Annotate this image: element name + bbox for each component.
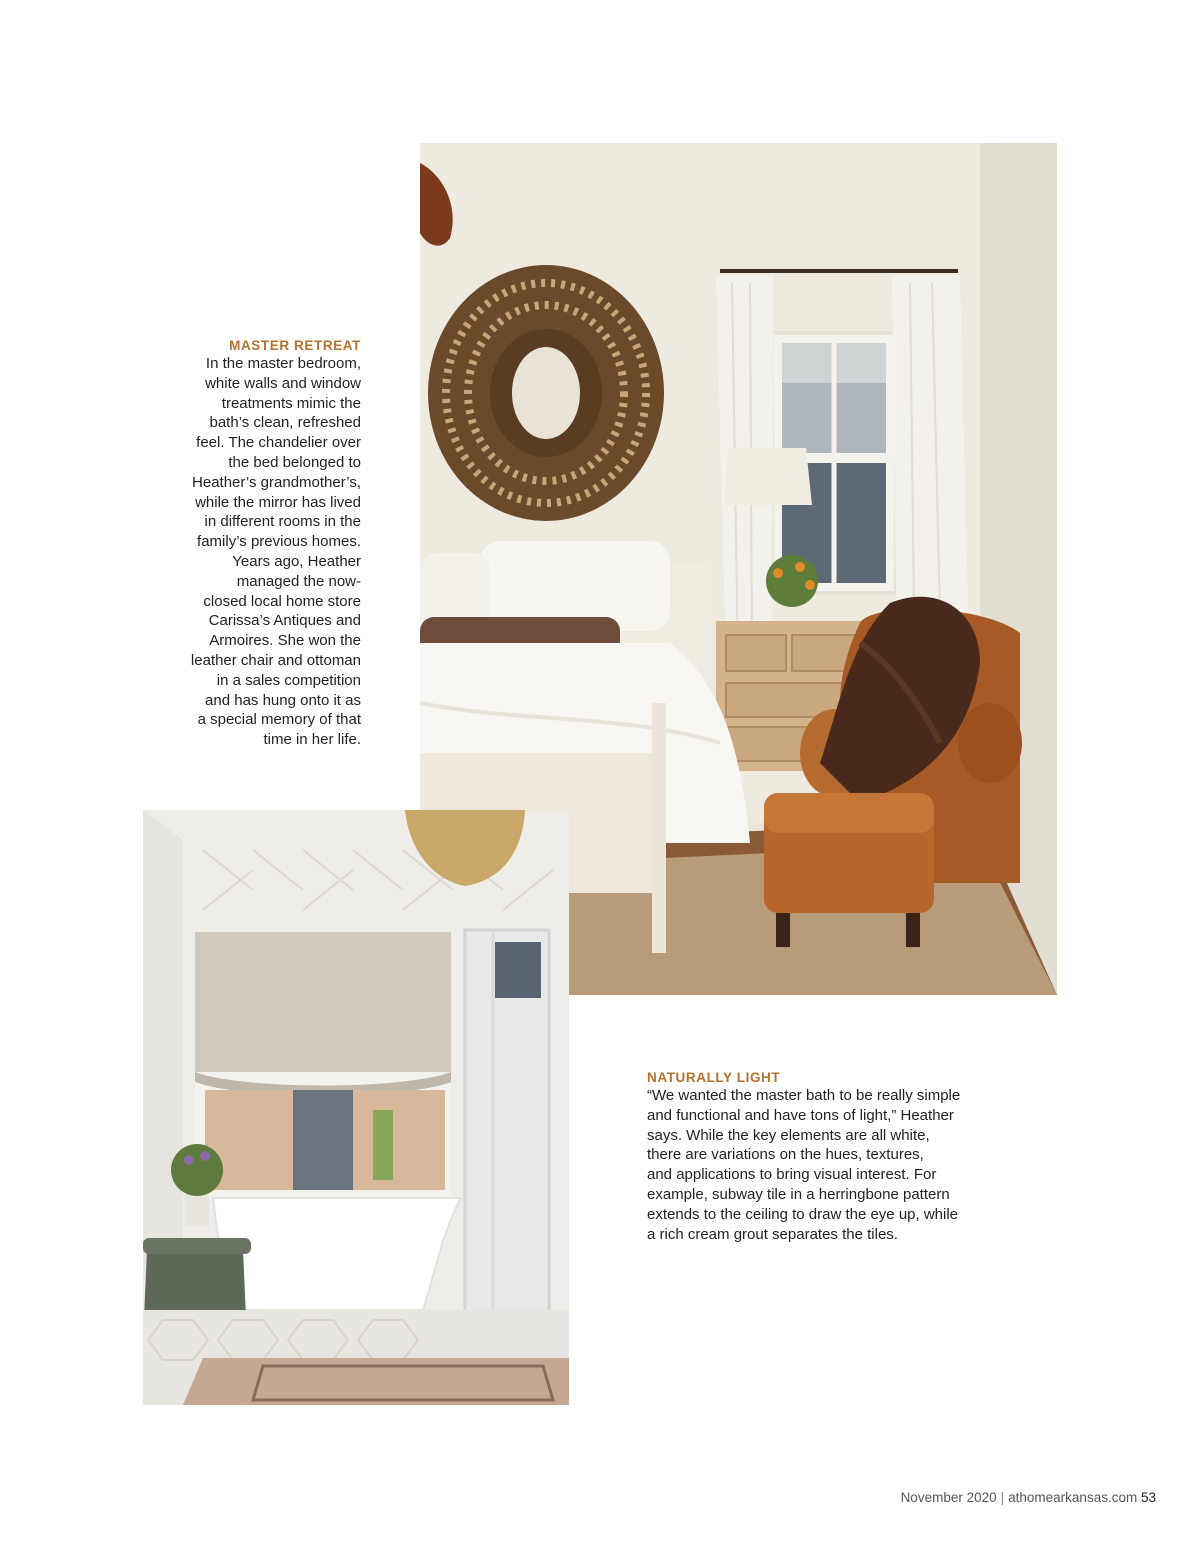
caption-line: and functional and have tons of light,” Heather xyxy=(647,1106,954,1124)
caption-line: “We wanted the master bath to be really simple xyxy=(647,1087,961,1104)
caption-line: feel. The chandelier over xyxy=(196,434,361,452)
caption-line: Carissa’s Antiques and xyxy=(208,612,361,630)
caption-line: in a sales competition xyxy=(216,671,361,689)
caption-line: family’s previous homes. xyxy=(197,533,361,551)
caption-line: a special memory of that xyxy=(197,711,361,729)
caption-line: time in her life. xyxy=(263,731,361,749)
caption-line: and applications to bring visual interest. For xyxy=(647,1166,937,1184)
caption-line: treatments mimic the xyxy=(221,394,361,412)
caption-line: Armoires. She won the xyxy=(209,632,361,650)
caption-line: a rich cream grout separates the tiles. xyxy=(647,1225,898,1243)
caption-line: Years ago, Heather xyxy=(232,552,361,570)
website-link[interactable]: athomearkansas.com xyxy=(1008,1490,1138,1505)
page-number: 53 xyxy=(1140,1490,1156,1505)
caption-line: extends to the ceiling to draw the eye up, while xyxy=(647,1205,959,1223)
master-retreat-heading: MASTER RETREAT xyxy=(229,338,361,353)
caption-line: while the mirror has lived xyxy=(195,493,361,511)
caption-line: the bed belonged to xyxy=(228,453,361,471)
footer-separator: | xyxy=(1000,1490,1005,1505)
naturally-light-body xyxy=(647,1086,987,1244)
caption-line: In the master bedroom, xyxy=(205,355,361,372)
master-retreat-caption xyxy=(150,338,361,750)
caption-line: says. While the key elements are all white, xyxy=(647,1126,930,1144)
master-retreat-body xyxy=(150,354,361,750)
caption-line: white walls and window xyxy=(205,374,361,392)
naturally-light-heading: NATURALLY LIGHT xyxy=(647,1070,781,1085)
caption-line: and has hung onto it as xyxy=(205,691,361,709)
naturally-light-caption xyxy=(647,1070,987,1244)
caption-line: there are variations on the hues, textures, xyxy=(647,1146,924,1164)
caption-line: leather chair and ottoman xyxy=(190,651,361,669)
caption-line: managed the now- xyxy=(236,572,361,590)
page-footer xyxy=(901,1490,1156,1505)
caption-line: example, subway tile in a herringbone pattern xyxy=(647,1185,950,1203)
caption-line: bath’s clean, refreshed xyxy=(209,414,361,432)
issue-date: November 2020 xyxy=(900,1490,997,1505)
caption-line: in different rooms in the xyxy=(204,513,361,531)
bathroom-photo xyxy=(143,810,569,1405)
caption-line: closed local home store xyxy=(203,592,361,610)
caption-line: Heather’s grandmother’s, xyxy=(192,473,361,491)
